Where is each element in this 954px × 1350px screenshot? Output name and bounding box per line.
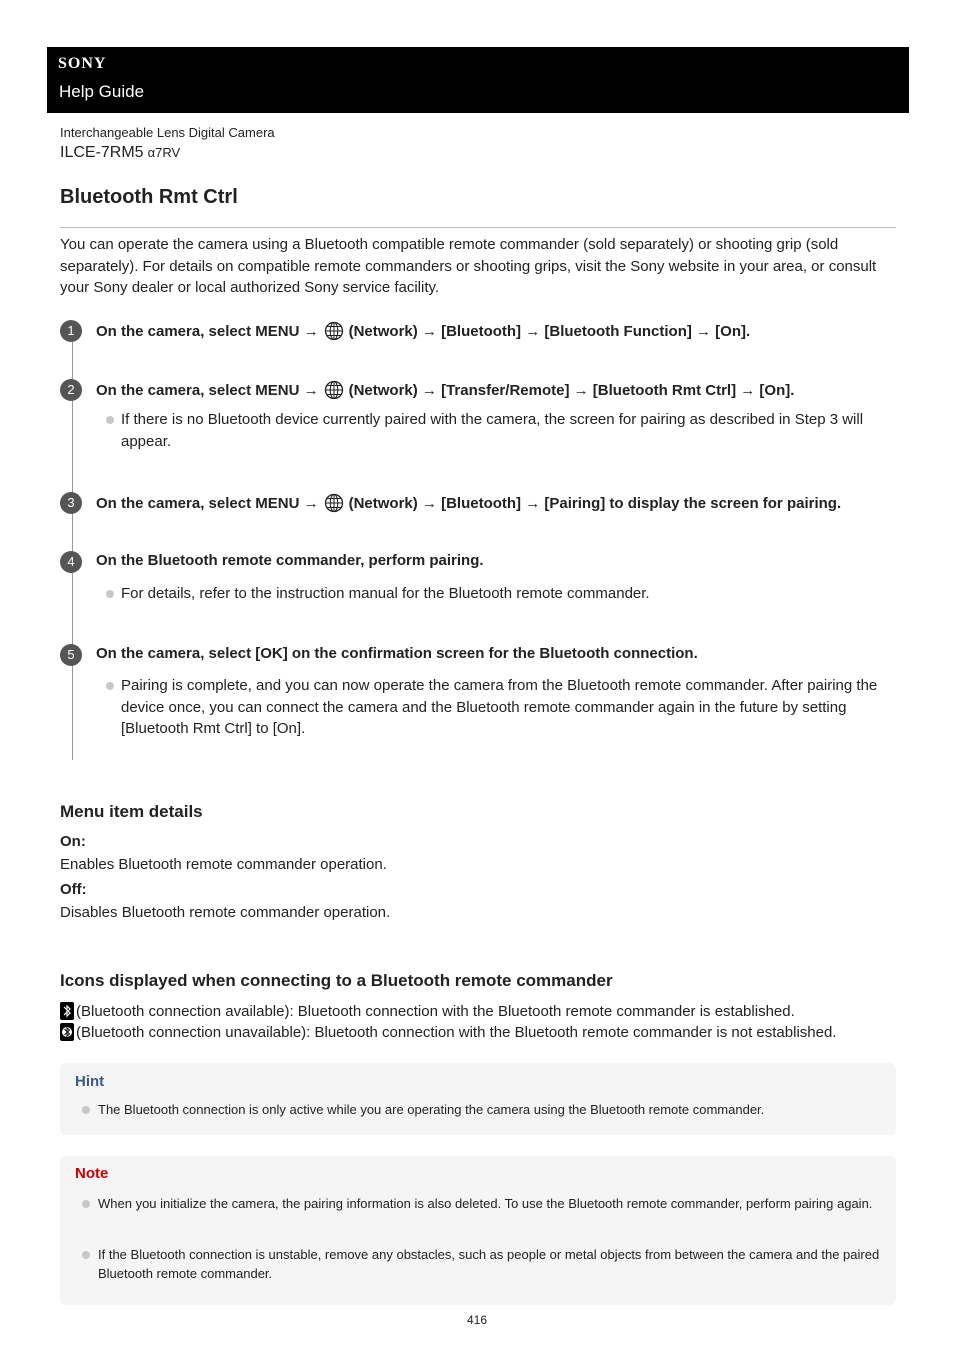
step-text: On the Bluetooth remote commander, perform pairing. — [96, 552, 484, 569]
step-text: On the camera, select MENU → (Network) → [Bluetooth] → [Bluetooth Function] → [On]. — [96, 323, 751, 340]
title-divider — [60, 227, 896, 228]
page-number: 416 — [466, 1313, 488, 1327]
hint-box — [60, 1063, 896, 1135]
step-number: 5 — [60, 644, 82, 666]
bullet-dot — [106, 682, 114, 690]
network-globe-icon — [324, 380, 344, 400]
network-globe-icon — [324, 493, 344, 513]
bullet-dot — [82, 1200, 90, 1208]
icons-heading: Icons displayed when connecting to a Bluetooth remote commander — [60, 971, 613, 990]
step-text: On the camera, select MENU → (Network) → [Transfer/Remote] → [Bluetooth Rmt Ctrl] → [On]. — [96, 382, 795, 399]
model-alias: α7RV — [147, 145, 181, 160]
menu-term-off: Off: — [60, 881, 87, 898]
bullet-dot — [106, 416, 114, 424]
icon-description-unavailable: (Bluetooth connection unavailable): Bluetooth connection with the Bluetooth remote commander is not established. — [60, 1023, 836, 1041]
bullet-dot — [82, 1106, 90, 1114]
header-bar — [47, 47, 909, 113]
product-category: Interchangeable Lens Digital Camera — [60, 125, 275, 140]
icon-description-available: (Bluetooth connection available): Bluetooth connection with the Bluetooth remote commander is established. — [60, 1002, 795, 1020]
note-title: Note — [75, 1165, 109, 1182]
hint-title: Hint — [75, 1073, 105, 1090]
menu-term-on: On: — [60, 833, 86, 850]
bluetooth-available-icon — [60, 1002, 74, 1020]
step-number: 1 — [60, 320, 82, 342]
note-bullet: When you initialize the camera, the pairing information is also deleted. To use the Bluetooth remote commander, perform pairing again. — [98, 1194, 883, 1213]
page-title: Bluetooth Rmt Ctrl — [60, 186, 238, 208]
step-bullet: For details, refer to the instruction manual for the Bluetooth remote commander. — [121, 583, 901, 605]
product-model — [60, 144, 180, 162]
step-number: 2 — [60, 379, 82, 401]
step-number: 3 — [60, 492, 82, 514]
note-box — [60, 1156, 896, 1305]
network-globe-icon — [324, 321, 344, 341]
note-bullet: If the Bluetooth connection is unstable, remove any obstacles, such as people or metal objects from between the camera and the paired Bluetooth remote commander. — [98, 1245, 883, 1283]
bluetooth-unavailable-icon — [60, 1023, 74, 1041]
bullet-dot — [106, 590, 114, 598]
sony-logo: SONY — [58, 55, 107, 72]
intro-paragraph: You can operate the camera using a Bluetooth compatible remote commander (sold separately) or shooting grip (sold separately). For details on compatible remote commanders or shooting grips, visit the Sony website in your area, or consult your Sony dealer or local authorized Sony service facility. — [60, 236, 877, 296]
menu-desc-on: Enables Bluetooth remote commander operation. — [60, 856, 387, 873]
menu-desc-off: Disables Bluetooth remote commander operation. — [60, 904, 391, 921]
step-bullet: Pairing is complete, and you can now operate the camera from the Bluetooth remote commander. After pairing the device once, you can connect the camera and the Bluetooth remote commander again in the future by setting [Bluetooth Rmt Ctrl] to [On]. — [121, 675, 901, 740]
hint-bullet: The Bluetooth connection is only active while you are operating the camera using the Bluetooth remote commander. — [98, 1100, 883, 1119]
menu-details-heading: Menu item details — [60, 802, 203, 821]
step-bullet: If there is no Bluetooth device currently paired with the camera, the screen for pairing as described in Step 3 will appear. — [121, 409, 901, 452]
bullet-dot — [82, 1251, 90, 1259]
model-number: ILCE-7RM5 — [60, 144, 144, 161]
help-guide-label[interactable]: Help Guide — [59, 82, 145, 101]
step-number: 4 — [60, 551, 82, 573]
step-text: On the camera, select [OK] on the confirmation screen for the Bluetooth connection. — [96, 645, 698, 662]
step-text: On the camera, select MENU → (Network) → [Bluetooth] → [Pairing] to display the screen for pairing. — [96, 495, 842, 512]
